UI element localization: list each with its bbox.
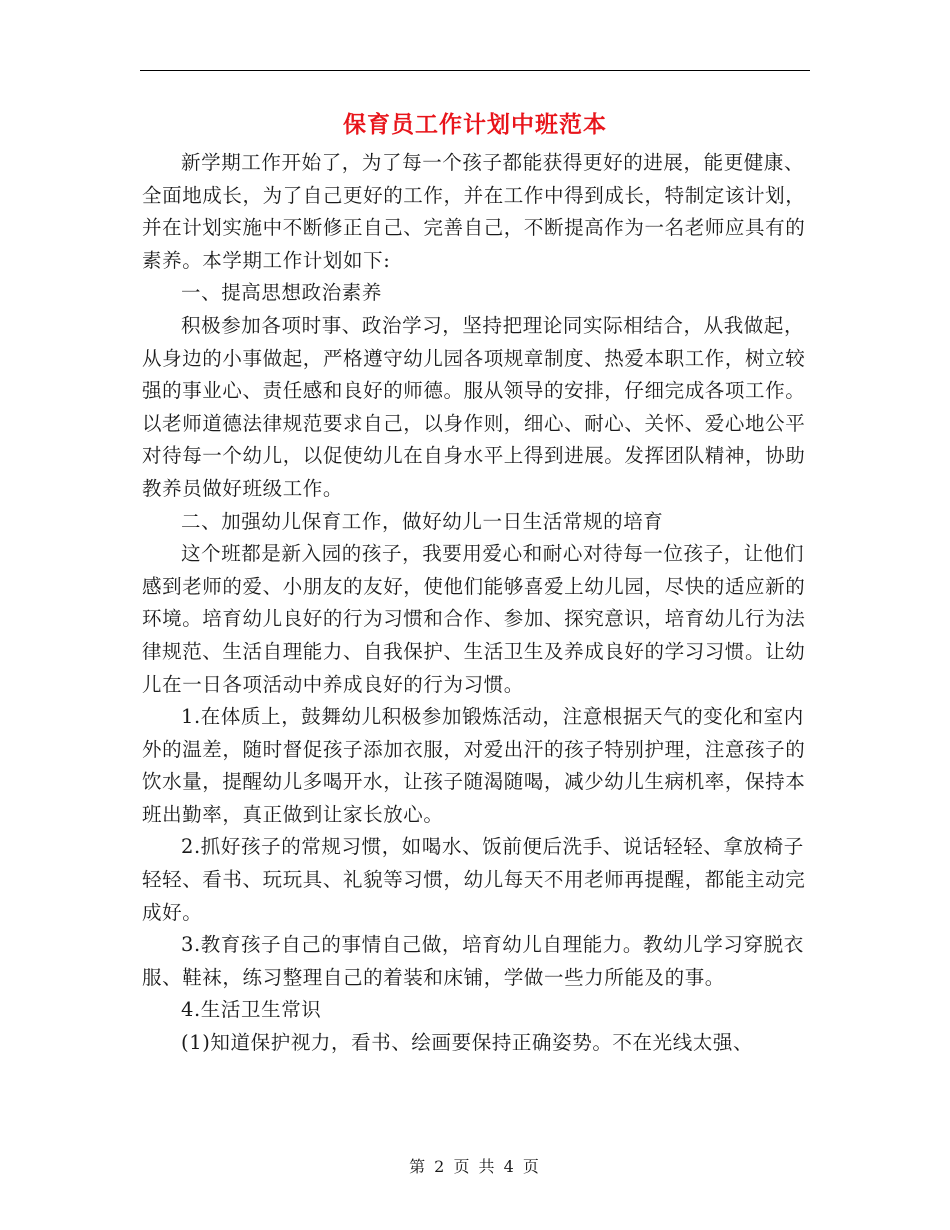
page-footer: 第 2 页 共 4 页: [409, 1157, 541, 1176]
list-item-4: 4.生活卫生常识: [181, 998, 322, 1022]
section-heading-1: 一、提高思想政治素养: [181, 281, 383, 305]
document-body: [142, 147, 812, 1060]
paragraph-intro: 新学期工作开始了，为了每一个孩子都能获得更好的进展，能更健康、全面地成长，为了自己更好的工作，并在工作中得到成长，特制定该计划，并在计划实施中不断修正自己、完善自己，不断提高作为一名老师应具有的素养。本学期工作计划如下:: [142, 151, 806, 272]
section-heading-2: 二、加强幼儿保育工作，做好幼儿一日生活常规的培育: [181, 509, 664, 533]
list-item-2: 2.抓好孩子的常规习惯，如喝水、饭前便后洗手、说话轻轻、拿放椅子轻轻、看书、玩玩具、礼貌等习惯，幼儿每天不用老师再提醒，都能主动完成好。: [142, 835, 806, 924]
top-rule: [140, 70, 810, 71]
sub-item-1: (1)知道保护视力，看书、绘画要保持正确姿势。不在光线太强、: [181, 1031, 754, 1055]
paragraph-section-1: 积极参加各项时事、政治学习，坚持把理论同实际相结合，从我做起，从身边的小事做起，严格遵守幼儿园各项规章制度、热爱本职工作，树立较强的事业心、责任感和良好的师德。服从领导的安排，仔细完成各项工作。以老师道德法律规范要求自己，以身作则，细心、耐心、关怀、爱心地公平对待每一个幼儿，以促使幼儿在自身水平上得到进展。发挥团队精神，协助教养员做好班级工作。: [142, 313, 806, 500]
list-item-3: 3.教育孩子自己的事情自己做，培育幼儿自理能力。教幼儿学习穿脱衣服、鞋袜，练习整理自己的着装和床铺，学做一些力所能及的事。: [142, 933, 804, 989]
paragraph-section-2: 这个班都是新入园的孩子，我要用爱心和耐心对待每一位孩子，让他们感到老师的爱、小朋友的友好，使他们能够喜爱上幼儿园，尽快的适应新的环境。培育幼儿良好的行为习惯和合作、参加、探究意识，培育幼儿行为法律规范、生活自理能力、自我保护、生活卫生及养成良好的学习习惯。让幼儿在一日各项活动中养成良好的行为习惯。: [142, 542, 806, 696]
list-item-1: 1.在体质上，鼓舞幼儿积极参加锻炼活动，注意根据天气的变化和室内外的温差，随时督促孩子添加衣服，对爱出汗的孩子特别护理，注意孩子的饮水量，提醒幼儿多喝开水，让孩子随渴随喝，减少幼儿生病机率，保持本班出勤率，真正做到让家长放心。: [142, 705, 806, 826]
page-title: 保育员工作计划中班范本: [343, 111, 607, 138]
